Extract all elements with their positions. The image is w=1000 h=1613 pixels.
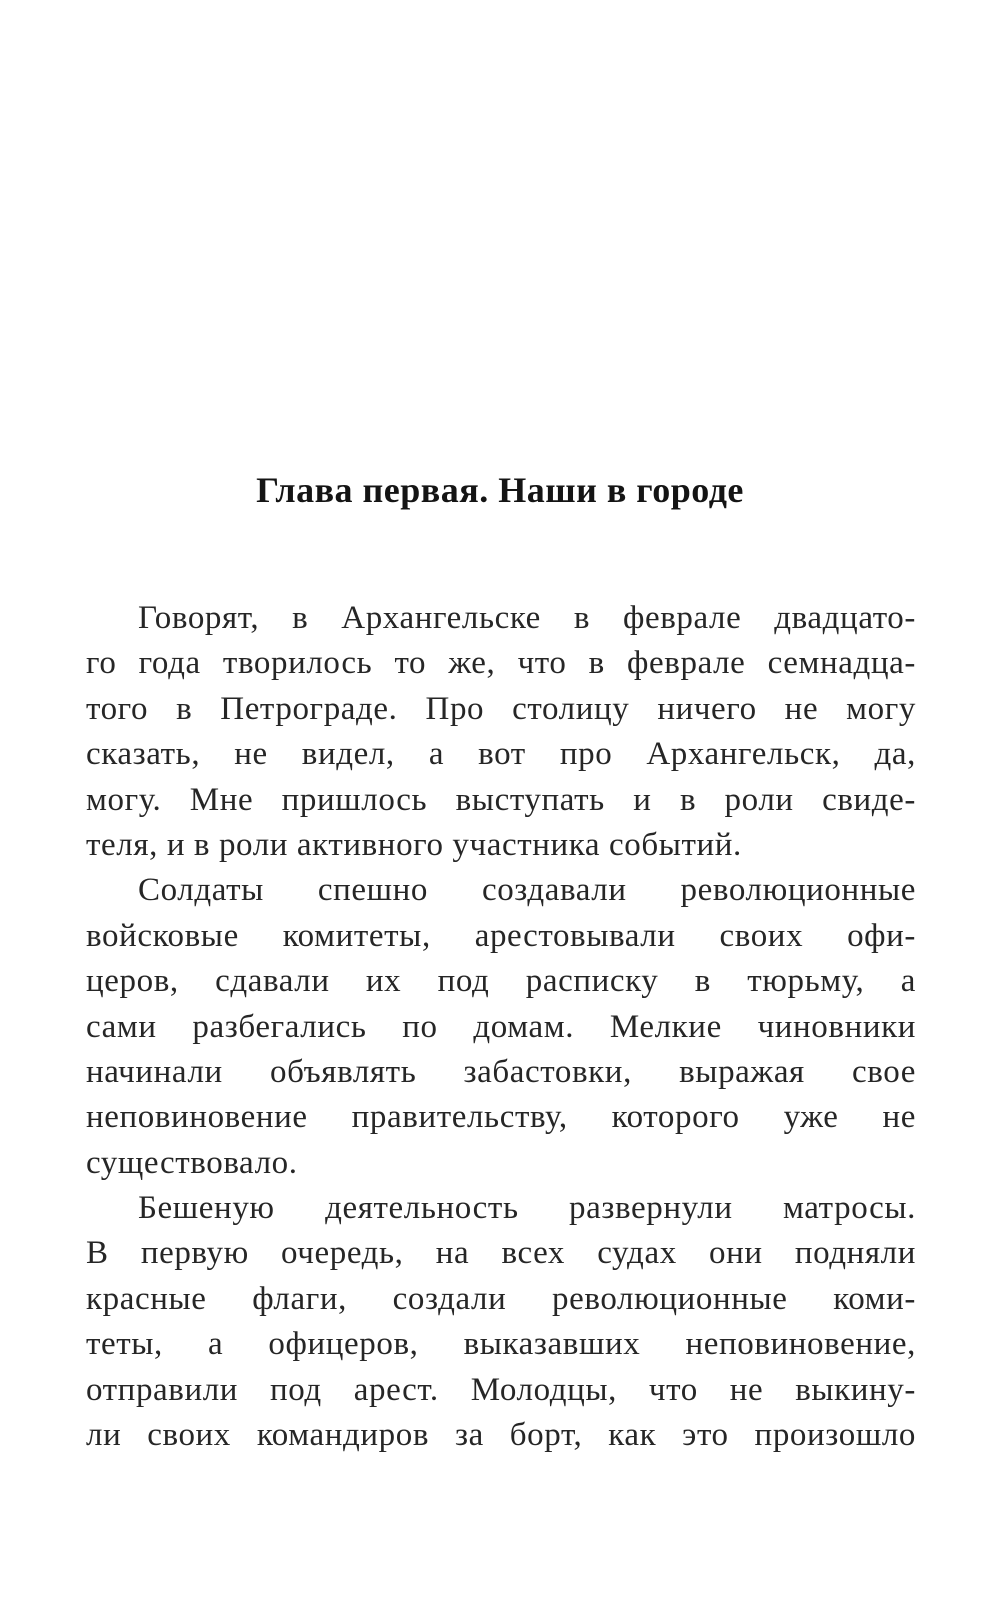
text-line: сказать, не видел, а вот про Архангельск, да, (86, 736, 916, 773)
text-line: существовало. (86, 1144, 298, 1181)
text-line: того в Петрограде. Про столицу ничего не могу (86, 690, 916, 727)
text-line: В первую очередь, на всех судах они подняли (86, 1235, 916, 1272)
text-line: Говорят, в Архангельске в феврале двадцато- (138, 600, 916, 636)
text-line: Бешеную деятельность развернули матросы. (138, 1190, 916, 1227)
text-line: го года творилось то же, что в феврале семнадца- (86, 645, 916, 682)
text-line: ли своих командиров за борт, как это произошло (86, 1417, 916, 1454)
text-line: могу. Мне пришлось выступать и в роли свиде- (86, 781, 916, 818)
chapter-title: Глава первая. Наши в городе (256, 470, 744, 510)
text-line: красные флаги, создали революционные коми- (86, 1280, 916, 1317)
text-line: начинали объявлять забастовки, выражая свое (86, 1053, 916, 1090)
text-line: церов, сдавали их под расписку в тюрьму, а (86, 963, 916, 1000)
text-line: сами разбегались по домам. Мелкие чиновники (86, 1008, 916, 1045)
text-line: отправили под арест. Молодцы, что не выкину- (86, 1371, 916, 1408)
text-line: Солдаты спешно создавали революционные (138, 872, 916, 909)
chapter-body (86, 596, 916, 1458)
text-line: теля, и в роли активного участника событий. (86, 826, 742, 863)
text-line: теты, а офицеров, выказавших неповиновение, (86, 1326, 916, 1363)
text-line: войсковые комитеты, арестовывали своих офи- (86, 917, 916, 954)
text-line: неповиновение правительству, которого уже не (86, 1099, 916, 1136)
